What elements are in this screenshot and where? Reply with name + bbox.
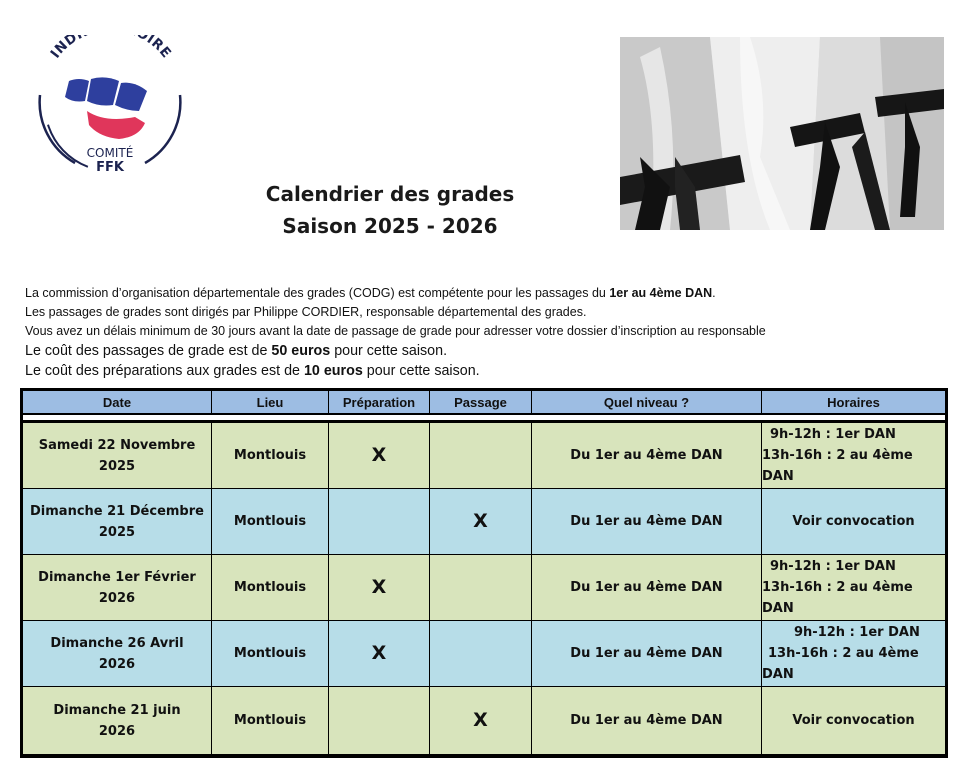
date-line-1: Samedi 22 Novembre (38, 437, 196, 453)
cell-date (23, 687, 212, 754)
intro-line-4 (25, 341, 945, 361)
cell-niveau: Du 1er au 4ème DAN (532, 489, 762, 554)
cell-lieu: Montlouis (212, 687, 329, 754)
ffk-indre-et-loire-logo (35, 35, 185, 175)
header-passage: Passage (430, 391, 532, 413)
cell-lieu: Montlouis (212, 555, 329, 620)
intro-line-5-end: pour cette saison. (362, 363, 480, 379)
table-row (23, 489, 945, 555)
header-horaires: Horaires (827, 394, 880, 410)
intro-line-5-text: Le coût des préparations aux grades est de (25, 363, 304, 379)
cell-preparation: X (329, 423, 430, 488)
cell-horaires (762, 423, 945, 488)
cell-niveau: Du 1er au 4ème DAN (532, 423, 762, 488)
table-body (23, 423, 945, 754)
cell-lieu: Montlouis (212, 489, 329, 554)
cell-lieu: Montlouis (212, 621, 329, 686)
table-row (23, 687, 945, 754)
intro-line-4-end: pour cette saison. (330, 343, 448, 359)
horaires-line-1: 9h-12h : 1er DAN (794, 625, 920, 640)
karate-belts-photo (620, 37, 944, 230)
cell-preparation: X (329, 621, 430, 686)
table-row (23, 555, 945, 621)
title-line-2: Saison 2025 - 2026 (282, 214, 498, 238)
header-date: Date (23, 391, 212, 413)
intro-line-4-text: Le coût des passages de grade est de (25, 343, 272, 359)
intro-line-1-end: . (712, 286, 716, 300)
table-header (23, 391, 945, 415)
cell-date (23, 489, 212, 554)
logo-ffk-text: FFK (96, 160, 124, 175)
horaires-line-1: 9h-12h : 1er DAN (770, 559, 896, 574)
cell-preparation (329, 687, 430, 754)
date-line-1: Dimanche 21 Décembre (30, 503, 204, 519)
cell-horaires (762, 621, 945, 686)
table-row (23, 621, 945, 687)
intro-line-3: Vous avez un délais minimum de 30 jours avant la date de passage de grade pour adresser votre dossier d’inscription au responsable (25, 324, 766, 338)
horaires-line-2: 13h-16h : 2 au 4ème DAN (762, 448, 913, 484)
page-title (230, 178, 550, 242)
cell-horaires: Voir convocation (792, 514, 915, 529)
cell-passage: X (430, 489, 532, 554)
date-line-2: 2026 (98, 656, 136, 672)
black-belt-image (620, 37, 944, 230)
horaires-line-2: 13h-16h : 2 au 4ème DAN (762, 580, 913, 616)
cell-passage (430, 555, 532, 620)
title-line-1: Calendrier des grades (265, 182, 515, 206)
date-line-2: 2026 (98, 723, 136, 739)
cell-horaires: Voir convocation (792, 713, 915, 728)
cell-date (23, 621, 212, 686)
header-lieu: Lieu (212, 391, 329, 413)
date-line-1: Dimanche 1er Février (38, 569, 196, 585)
intro-line-5 (25, 361, 945, 381)
cell-niveau: Du 1er au 4ème DAN (532, 555, 762, 620)
horaires-line-1: 9h-12h : 1er DAN (770, 427, 896, 442)
date-line-2: 2025 (98, 458, 136, 474)
header-niveau: Quel niveau ? (532, 391, 762, 413)
cell-preparation: X (329, 555, 430, 620)
header-preparation: Préparation (329, 391, 430, 413)
ffk-logo-graphic (35, 35, 185, 175)
intro-text (25, 284, 945, 381)
cell-date (23, 555, 212, 620)
intro-line-4-bold: 50 euros (271, 343, 331, 359)
intro-line-1-bold: 1er au 4ème DAN (609, 286, 713, 300)
date-line-1: Dimanche 26 Avril (50, 635, 184, 651)
cell-preparation (329, 489, 430, 554)
intro-line-2: Les passages de grades sont dirigés par Philippe CORDIER, responsable départemental des grades. (25, 305, 587, 319)
table-row (23, 423, 945, 489)
intro-line-1 (25, 284, 945, 303)
cell-passage: X (430, 687, 532, 754)
date-line-2: 2025 (98, 524, 136, 540)
date-line-1: Dimanche 21 juin (53, 702, 181, 718)
grades-calendar-table (20, 388, 948, 758)
cell-passage (430, 621, 532, 686)
date-line-2: 2026 (98, 590, 136, 606)
cell-passage (430, 423, 532, 488)
cell-horaires (762, 555, 945, 620)
cell-lieu: Montlouis (212, 423, 329, 488)
intro-line-5-bold: 10 euros (303, 363, 363, 379)
cell-date (23, 423, 212, 488)
cell-niveau: Du 1er au 4ème DAN (532, 687, 762, 754)
intro-line-1-text: La commission d’organisation départementale des grades (CODG) est compétente pour les passages du (25, 286, 610, 300)
header-spacer (23, 415, 945, 423)
svg-text:INDRE-ET-LOIRE (47, 35, 174, 61)
logo-comite-text: COMITÉ (86, 146, 134, 160)
horaires-line-2: 13h-16h : 2 au 4ème DAN (762, 646, 919, 682)
cell-niveau: Du 1er au 4ème DAN (532, 621, 762, 686)
logo-top-text: IND IRE (47, 35, 175, 62)
